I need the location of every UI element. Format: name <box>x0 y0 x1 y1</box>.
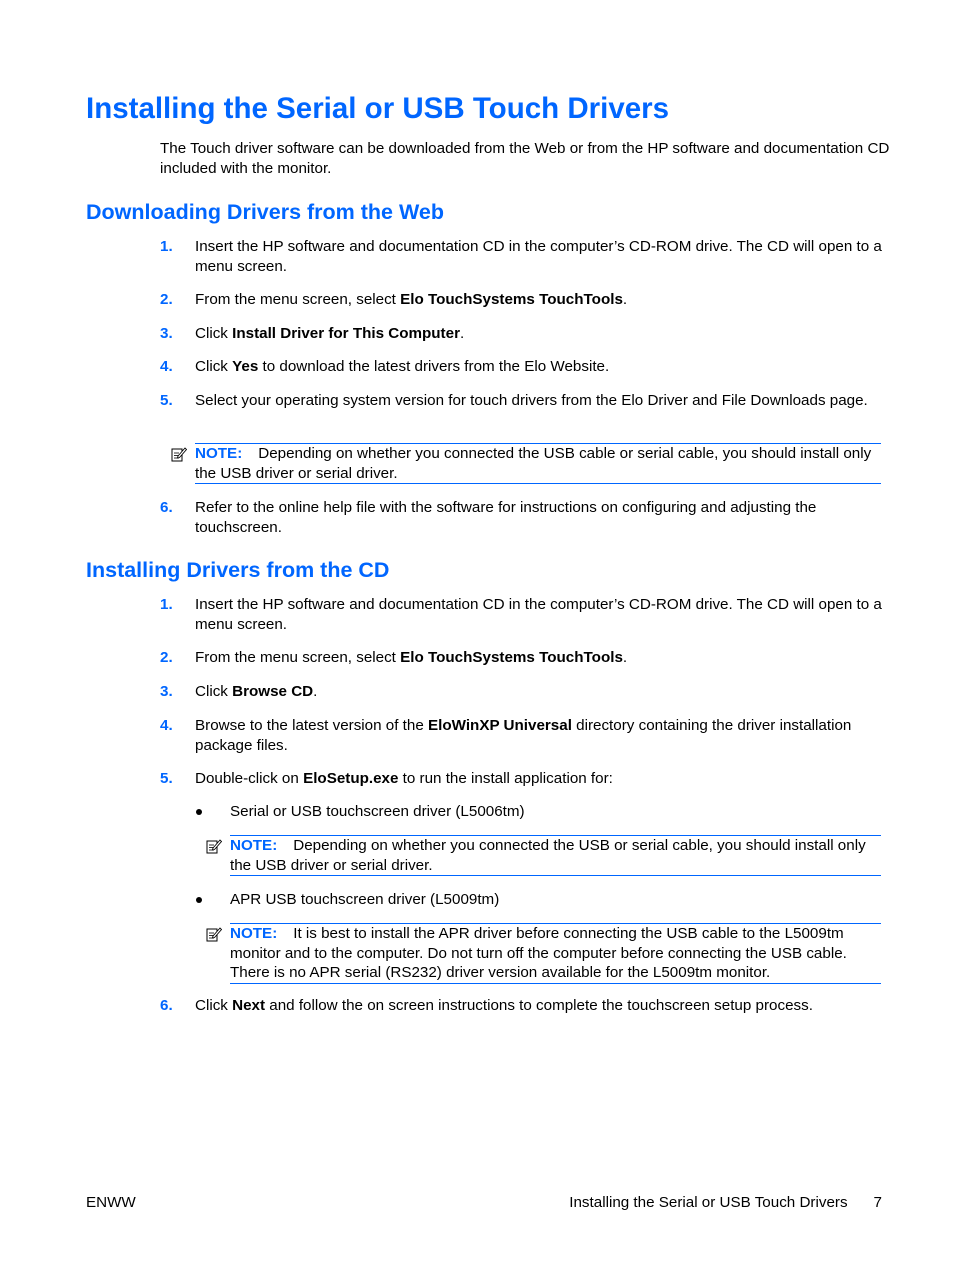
footer-right <box>569 1193 882 1213</box>
step-number: 3. <box>160 325 173 342</box>
step-text: From the menu screen, select Elo TouchSystems TouchTools. <box>195 291 628 308</box>
step-text: Insert the HP software and documentation CD in the computer’s CD-ROM drive. The CD will open to a menu screen. <box>195 596 882 633</box>
step-number: 1. <box>160 596 173 613</box>
note-pencil-icon <box>206 838 222 854</box>
step-number: 5. <box>160 392 173 409</box>
note-text: It is best to install the APR driver before connecting the USB cable to the L5009tm monitor and to the computer. Do not turn off the computer before connecting the USB cable. There is no APR serial (RS232) driver version available for the L5009tm monitor. <box>230 925 847 981</box>
step-number: 4. <box>160 717 173 734</box>
bullet-text: APR USB touchscreen driver (L5009tm) <box>230 891 500 908</box>
footer-left: ENWW <box>86 1194 136 1211</box>
note-label: NOTE: <box>195 445 243 462</box>
step-text: Click Install Driver for This Computer. <box>195 325 465 342</box>
intro-paragraph: The Touch driver software can be downloaded from the Web or from the HP software and documentation CD included with the monitor. <box>160 140 890 177</box>
note-pencil-icon <box>171 446 187 462</box>
step-text: Refer to the online help file with the software for instructions on configuring and adjusting the touchscreen. <box>195 499 817 536</box>
page-number: 7 <box>873 1194 882 1211</box>
step-text: Insert the HP software and documentation CD in the computer’s CD-ROM drive. The CD will open to a menu screen. <box>195 238 882 275</box>
bullet-dot <box>196 809 202 815</box>
section-heading-cd: Installing Drivers from the CD <box>86 558 390 582</box>
step-text: Select your operating system version for touch drivers from the Elo Driver and File Downloads page. <box>195 392 868 409</box>
note-text: Depending on whether you connected the USB cable or serial cable, you should install only the USB driver or serial driver. <box>195 445 872 482</box>
note-box-web <box>195 443 881 484</box>
step-text: From the menu screen, select Elo TouchSystems TouchTools. <box>195 649 628 666</box>
step-number: 5. <box>160 770 173 787</box>
note-box-cd-1 <box>230 835 881 876</box>
note-label: NOTE: <box>230 837 278 854</box>
note-box-cd-2 <box>230 923 881 984</box>
step-text: Double-click on EloSetup.exe to run the install application for: <box>195 770 613 787</box>
step-number: 2. <box>160 291 173 308</box>
step-number: 6. <box>160 997 173 1014</box>
bullet-text: Serial or USB touchscreen driver (L5006tm) <box>230 803 525 820</box>
bullet-dot <box>196 897 202 903</box>
note-text: Depending on whether you connected the USB or serial cable, you should install only the USB driver or serial driver. <box>230 837 866 874</box>
step-number: 4. <box>160 358 173 375</box>
step-number: 6. <box>160 499 173 516</box>
note-pencil-icon <box>206 926 222 942</box>
section-heading-web: Downloading Drivers from the Web <box>86 200 444 224</box>
step-text: Browse to the latest version of the EloWinXP Universal directory containing the driver installation package files. <box>195 717 852 754</box>
step-text: Click Yes to download the latest drivers from the Elo Website. <box>195 358 610 375</box>
page-title: Installing the Serial or USB Touch Drivers <box>86 92 670 125</box>
footer-section-title: Installing the Serial or USB Touch Drivers <box>569 1194 848 1211</box>
step-number: 3. <box>160 683 173 700</box>
step-number: 1. <box>160 238 173 255</box>
step-text: Click Browse CD. <box>195 683 318 700</box>
note-label: NOTE: <box>230 925 278 942</box>
step-number: 2. <box>160 649 173 666</box>
step-text: Click Next and follow the on screen instructions to complete the touchscreen setup process. <box>195 997 813 1014</box>
